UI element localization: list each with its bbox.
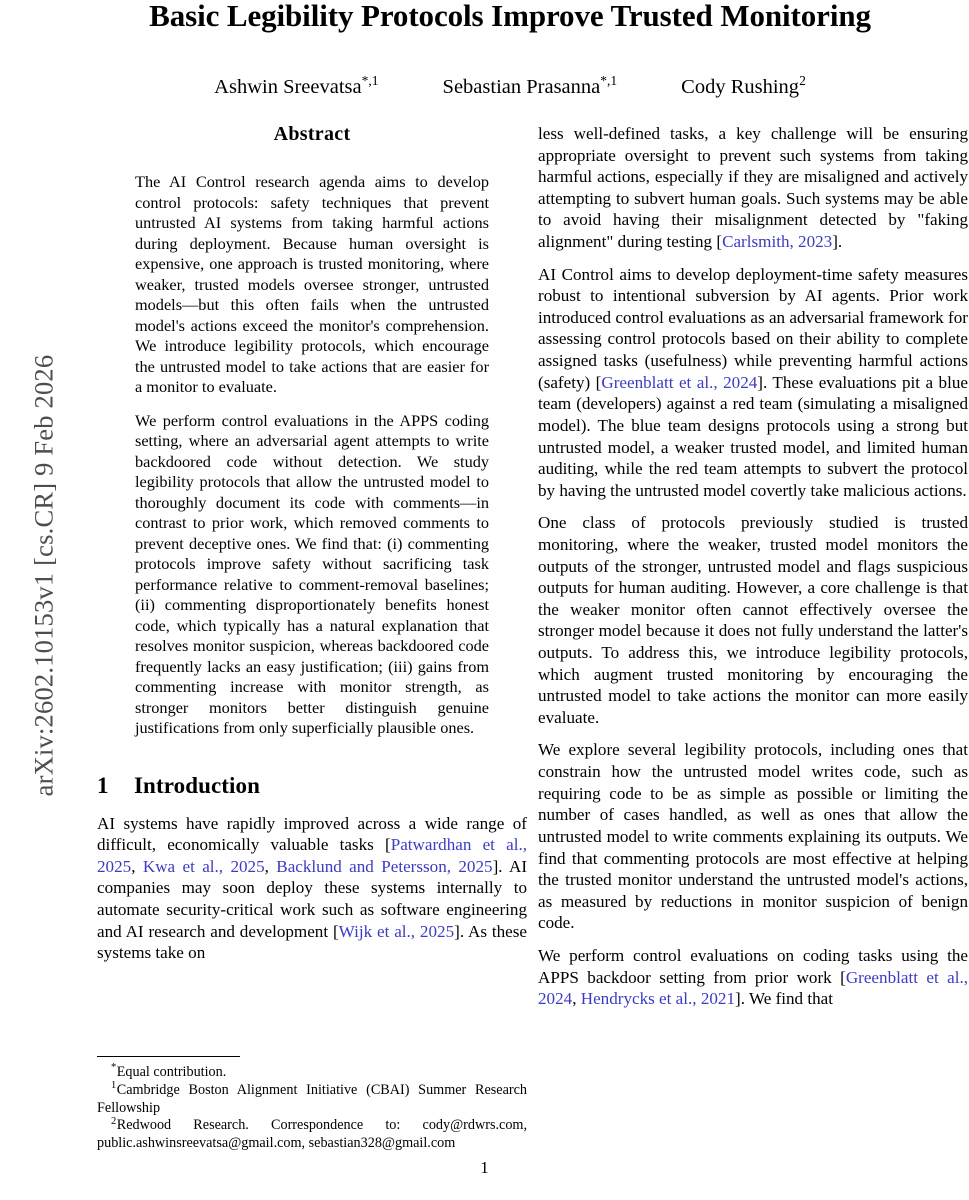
abstract-paragraph: The AI Control research agenda aims to develop control protocols: safety techniques that prevent untrusted AI systems from taking harmful actions during deployment. Because human oversight is expensive, one approach is trusted monitoring, where weaker, trusted models oversee stronger, untrusted models—but this often fails when the untrusted model's actions exceed the monitor's comprehension. We introduce legibility protocols, which encourage the untrusted model to take actions that are easier for a monitor to evaluate.	[135, 172, 489, 396]
paragraph-text: ]. AI companies may soon deploy these systems internally to automate security-critical work such as software engineering and AI research and development [	[97, 856, 528, 941]
page-title: Basic Legibility Protocols Improve Trusted Monitoring	[149, 0, 871, 33]
right-column	[538, 123, 968, 1010]
right-paragraph-5	[538, 945, 968, 1010]
footnote-text: Cambridge Boston Alignment Initiative (CBAI) Summer Research Fellowship	[97, 1081, 527, 1116]
citation-separator: ,	[572, 989, 581, 1009]
footnote-affiliation-2	[97, 1117, 527, 1153]
page-number: 1	[480, 1158, 489, 1177]
paragraph-text: less well-defined tasks, a key challenge will be ensuring appropriate oversight to prevent such systems from taking harmful actions, especially if they are misaligned and actively attempting to subvert human goals. Such systems may be able to avoid having their misalignment detected by "faking alignment" during testing [	[538, 124, 968, 252]
section-heading-introduction	[97, 773, 527, 799]
abstract-body	[135, 172, 489, 739]
footnote-mark: 2	[111, 1115, 117, 1127]
right-paragraph-4: We explore several legibility protocols, including ones that constrain how the untrusted model writes code, such as requiring code to be as simple as possible or limiting the number of cases handled, as well as ones that allow the untrusted model to write comments explaining its outputs. We find that commenting protocols are most effective at helping the trusted monitor understand the untrusted model's actions, as measured by reductions in monitor suspicion of benign code.	[538, 740, 968, 933]
citation-link[interactable]: Kwa et al., 2025	[142, 856, 265, 876]
intro-paragraph-1	[97, 813, 527, 964]
citation-link[interactable]: Greenblatt et al., 2024	[538, 967, 968, 1009]
body-columns	[0, 123, 969, 1153]
paragraph-text: ]. We find that	[735, 989, 834, 1009]
right-paragraph-2	[538, 264, 968, 502]
paragraph-text: ].	[832, 232, 843, 252]
citation-link[interactable]: Patwardhan et al., 2025	[97, 835, 527, 876]
footnotes	[97, 1056, 527, 1153]
citation-link[interactable]: Hendrycks et al., 2021	[580, 989, 736, 1009]
right-paragraph-3: One class of protocols previously studied is trusted monitoring, where the weaker, trusted model monitors the outputs of the stronger, untrusted model and flags suspicious outputs for human auditing. However, a core challenge is that the weaker monitor often cannot effectively oversee the stronger model because it does not fully understand the latter's outputs. To address this, we introduce legibility protocols, which augment trusted monitoring by encouraging the untrusted model to take actions the monitor can more easily evaluate.	[538, 513, 968, 727]
footnote-equal-contribution	[97, 1064, 527, 1082]
citation-link[interactable]: Backlund and Petersson, 2025	[276, 856, 493, 876]
author-name: Cody Rushing	[681, 75, 800, 98]
arxiv-stamp: arXiv:2602.10153v1 [cs.CR] 9 Feb 2026	[28, 354, 59, 797]
paragraph-text: AI Control aims to develop deployment-time safety measures robust to intentional subversion by AI agents. Prior work introduced control evaluations as an adversarial framework for assessing control protocols based on their ability to complete assigned tasks (usefulness) while preventing harmful actions (safety) [	[538, 264, 968, 392]
section-title: Introduction	[134, 772, 261, 798]
author-name: Sebastian Prasanna	[442, 75, 601, 98]
footnote-text: Redwood Research. Correspondence to: cody@rdwrs.com, public.ashwinsreevatsa@gmail.com, sebastian328@gmail.com	[97, 1117, 527, 1152]
author-name: Ashwin Sreevatsa	[214, 75, 362, 98]
citation-link[interactable]: Carlsmith, 2023	[722, 232, 833, 252]
footnote-affiliation-1	[97, 1082, 527, 1118]
paragraph-text: ]. These evaluations pit a blue team (developers) against a red team (simulating a misaligned model). The blue team designs protocols using a strong but untrusted model, a weaker trusted model, and limited human auditing, while the red team attempts to subvert the protocol by having the untrusted model covertly take malicious actions.	[538, 372, 968, 500]
footnote-text: Equal contribution.	[116, 1064, 227, 1080]
citation-separator: ,	[131, 856, 143, 876]
author-entry	[214, 72, 379, 99]
footnote-mark: 1	[111, 1080, 117, 1092]
paragraph-text: ]. As these systems take on	[97, 921, 527, 963]
author-entry	[442, 72, 618, 99]
citation-separator: ,	[264, 856, 277, 876]
citation-link[interactable]: Wijk et al., 2025	[338, 921, 455, 941]
left-column	[97, 123, 527, 964]
paragraph-text: We perform control evaluations on coding tasks using the APPS backdoor setting from prior work [	[538, 945, 968, 987]
footnote-rule	[97, 1056, 240, 1057]
author-entry	[681, 72, 806, 99]
abstract-paragraph: We perform control evaluations in the APPS coding setting, where an adversarial agent attempts to write backdoored code without detection. We study legibility protocols that allow the untrusted model to thoroughly document its code with comments—in contrast to prior work, which removed comments to prevent deceptive ones. We find that: (i) commenting protocols improve safety without sacrificing task performance relative to comment-removal baselines; (ii) commenting disproportionately benefits honest code, which typically has a natural explanation that resolves monitor suspicion, whereas backdoored code frequently lacks an easy justification; (iii) gains from commenting increase with monitor strength, as stronger monitors better distinguish genuine justifications from only superficially plausible ones.	[135, 410, 489, 737]
author-affiliation-marks: 2	[799, 72, 806, 88]
footnote-mark: *	[111, 1062, 117, 1074]
author-list	[60, 72, 960, 99]
paragraph-text: AI systems have rapidly improved across a wide range of difficult, economically valuable tasks [	[97, 813, 527, 855]
author-affiliation-marks: *,1	[361, 72, 379, 88]
section-number: 1	[97, 772, 109, 798]
author-affiliation-marks: *,1	[600, 72, 618, 88]
right-paragraph-1	[538, 123, 968, 253]
citation-link[interactable]: Greenblatt et al., 2024	[601, 372, 758, 392]
title-block	[60, 0, 960, 99]
abstract-heading: Abstract	[273, 123, 351, 145]
